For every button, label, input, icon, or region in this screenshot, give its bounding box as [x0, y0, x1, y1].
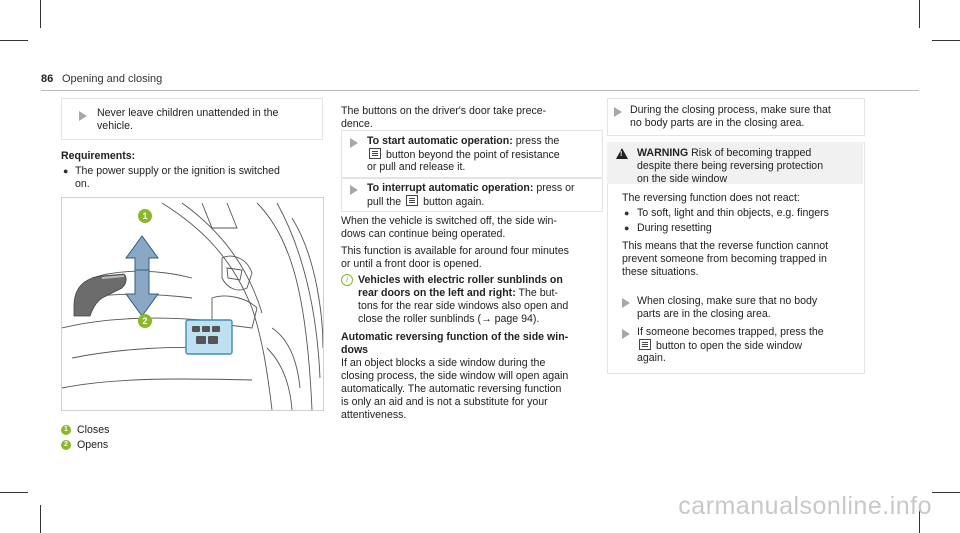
info-line: close the roller sunblinds (→ page 94).: [358, 313, 540, 325]
reversing-title: Automatic reversing function of the side win-: [341, 331, 569, 343]
reversing-body-line: If an object blocks a side window during the: [341, 357, 546, 369]
info-line: Vehicles with electric roller sunblinds on: [358, 274, 563, 286]
reversing-body-line: automatically. The automatic reversing function: [341, 383, 562, 395]
intro-line: dence.: [341, 118, 373, 130]
bullet-icon: ●: [63, 166, 69, 176]
switched-off-line: When the vehicle is switched off, the side win-: [341, 215, 557, 227]
children-note-line: Never leave children unattended in the: [97, 107, 279, 119]
crop-mark: [932, 492, 960, 493]
when-closing-line: parts are in the closing area.: [637, 308, 771, 320]
bullet-icon: ●: [624, 208, 630, 218]
requirement-line: The power supply or the ignition is switched: [75, 165, 280, 177]
crop-mark: [0, 492, 28, 493]
children-note-line: vehicle.: [97, 120, 133, 132]
closing-step-line: During the closing process, make sure that: [630, 104, 831, 116]
info-line: rear doors on the left and right: The but-: [358, 287, 558, 299]
legend-text: Closes: [77, 424, 110, 436]
interrupt-step-line: pull the button again.: [367, 196, 485, 208]
reversing-body-line: closing process, the side window will open again: [341, 370, 569, 382]
not-react-item: To soft, light and thin objects, e.g. fingers: [637, 207, 829, 219]
door-switch-figure: [61, 197, 324, 411]
step-arrow-icon: [350, 138, 358, 148]
legend-number: 1: [61, 425, 71, 435]
crop-mark: [932, 40, 960, 41]
if-someone-line: again.: [637, 352, 666, 364]
when-closing-line: When closing, make sure that no body: [637, 295, 818, 307]
if-someone-line: If someone becomes trapped, press the: [637, 326, 824, 338]
page-number: 86: [41, 73, 54, 85]
step-arrow-icon: [622, 329, 630, 339]
switched-off-line: dows can continue being operated.: [341, 228, 506, 240]
watermark-text: carmanualsonline.info: [678, 492, 932, 520]
if-someone-line: button to open the side window: [637, 339, 802, 353]
header-rule: [41, 90, 919, 91]
crop-mark: [919, 0, 920, 28]
start-step-line: or pull and release it.: [367, 161, 466, 173]
means-line: these situations.: [622, 266, 699, 278]
warning-title-line: WARNING Risk of becoming trapped: [637, 147, 812, 159]
crop-mark: [40, 505, 41, 533]
warning-exclamation-icon: !: [620, 151, 623, 158]
step-arrow-icon: [614, 107, 622, 117]
figure-label-1: 1: [138, 209, 152, 223]
warning-title-line: despite there being reversing protection: [637, 160, 824, 172]
requirements-title: Requirements:: [61, 150, 136, 162]
requirement-line: on.: [75, 178, 90, 190]
means-line: prevent someone from becoming trapped in: [622, 253, 827, 265]
not-react-title: The reversing function does not react:: [622, 192, 800, 204]
crop-mark: [40, 0, 41, 28]
interrupt-step-line: To interrupt automatic operation: press or: [367, 182, 575, 194]
crop-mark: [0, 40, 28, 41]
intro-line: The buttons on the driver's door take prece-: [341, 105, 547, 117]
reversing-title: dows: [341, 344, 369, 356]
window-button-icon: [369, 148, 381, 159]
legend-number: 2: [61, 440, 71, 450]
warning-title-line: on the side window: [637, 173, 728, 185]
not-react-item: During resetting: [637, 222, 712, 234]
info-line: tons for the rear side windows also open and: [358, 300, 569, 312]
page-title: Opening and closing: [62, 73, 163, 85]
legend-text: Opens: [77, 439, 109, 451]
reversing-body-line: attentiveness.: [341, 409, 407, 421]
reversing-body-line: is only an aid and is not a substitute for your: [341, 396, 548, 408]
availability-line: This function is available for around four minutes: [341, 245, 569, 257]
bullet-icon: ●: [624, 223, 630, 233]
start-step-line: To start automatic operation: press the: [367, 135, 560, 147]
step-arrow-icon: [622, 298, 630, 308]
figure-label-2: 2: [138, 314, 152, 328]
window-button-icon: [406, 195, 418, 206]
info-icon: i: [341, 274, 353, 286]
start-step-line: button beyond the point of resistance: [367, 148, 560, 162]
closing-step-line: no body parts are in the closing area.: [630, 117, 805, 129]
step-arrow-icon: [79, 111, 87, 121]
door-panel-illustration: [62, 198, 323, 410]
means-line: This means that the reverse function cannot: [622, 240, 829, 252]
availability-line: or until a front door is opened.: [341, 258, 482, 270]
window-button-icon: [639, 339, 651, 350]
step-arrow-icon: [350, 185, 358, 195]
